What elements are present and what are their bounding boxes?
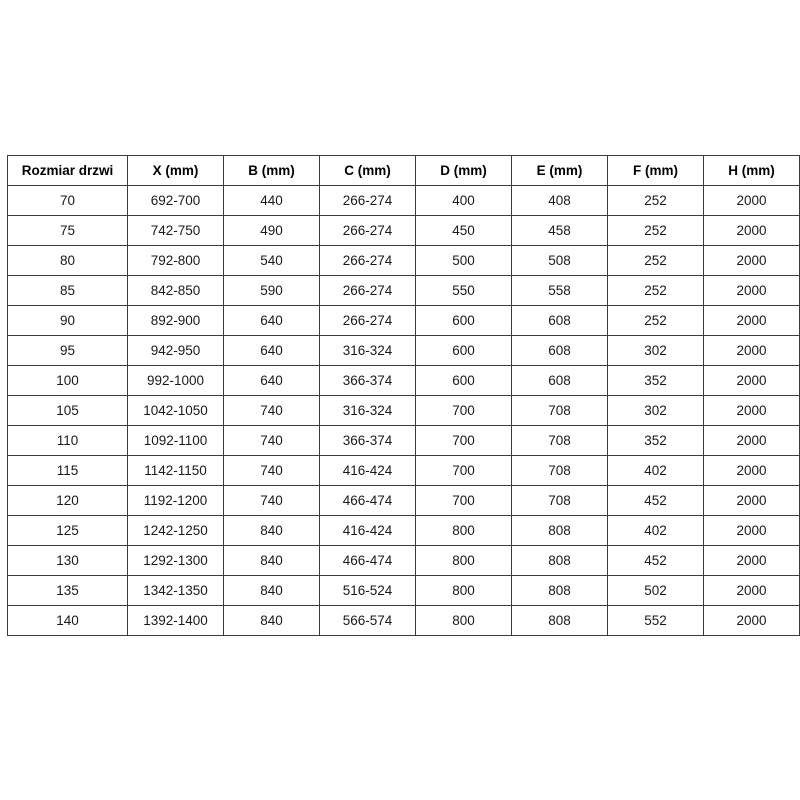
- table-cell: 700: [416, 456, 512, 486]
- table-cell: 508: [512, 246, 608, 276]
- table-row: [8, 246, 800, 276]
- table-cell: 266-274: [320, 216, 416, 246]
- table-cell: 125: [8, 516, 128, 546]
- table-cell: 466-474: [320, 546, 416, 576]
- table-cell: 800: [416, 576, 512, 606]
- table-cell: 740: [224, 426, 320, 456]
- table-cell: 352: [608, 366, 704, 396]
- table-cell: 366-374: [320, 426, 416, 456]
- table-cell: 2000: [704, 306, 800, 336]
- table-cell: 416-424: [320, 456, 416, 486]
- table-cell: 266-274: [320, 276, 416, 306]
- table-cell: 692-700: [128, 186, 224, 216]
- table-cell: 892-900: [128, 306, 224, 336]
- table-cell: 640: [224, 366, 320, 396]
- table-header: [8, 156, 800, 186]
- table-cell: 808: [512, 516, 608, 546]
- table-row: [8, 456, 800, 486]
- table-cell: 135: [8, 576, 128, 606]
- table-cell: 640: [224, 306, 320, 336]
- table-cell: 90: [8, 306, 128, 336]
- table-cell: 942-950: [128, 336, 224, 366]
- table-cell: 600: [416, 336, 512, 366]
- table-cell: 452: [608, 546, 704, 576]
- table-cell: 70: [8, 186, 128, 216]
- table-cell: 120: [8, 486, 128, 516]
- table-cell: 800: [416, 546, 512, 576]
- table-cell: 140: [8, 606, 128, 636]
- door-size-table: [7, 155, 800, 636]
- column-header: Rozmiar drzwi: [8, 156, 128, 186]
- table-row: [8, 306, 800, 336]
- table-cell: 708: [512, 396, 608, 426]
- table-cell: 740: [224, 456, 320, 486]
- table-cell: 708: [512, 426, 608, 456]
- table-row: [8, 186, 800, 216]
- table-cell: 352: [608, 426, 704, 456]
- table-cell: 566-574: [320, 606, 416, 636]
- table-row: [8, 396, 800, 426]
- table-cell: 808: [512, 546, 608, 576]
- table-cell: 75: [8, 216, 128, 246]
- table-cell: 2000: [704, 486, 800, 516]
- table-cell: 2000: [704, 606, 800, 636]
- table-cell: 500: [416, 246, 512, 276]
- table-cell: 252: [608, 306, 704, 336]
- table-row: [8, 516, 800, 546]
- table-cell: 2000: [704, 336, 800, 366]
- table-cell: 540: [224, 246, 320, 276]
- table-cell: 2000: [704, 216, 800, 246]
- table-cell: 552: [608, 606, 704, 636]
- table-cell: 608: [512, 336, 608, 366]
- table-row: [8, 276, 800, 306]
- table-cell: 130: [8, 546, 128, 576]
- table-cell: 808: [512, 576, 608, 606]
- table-cell: 502: [608, 576, 704, 606]
- table-row: [8, 486, 800, 516]
- table-row: [8, 426, 800, 456]
- table-cell: 2000: [704, 456, 800, 486]
- table-cell: 840: [224, 576, 320, 606]
- table-cell: 800: [416, 606, 512, 636]
- table-cell: 992-1000: [128, 366, 224, 396]
- table-cell: 452: [608, 486, 704, 516]
- table-cell: 700: [416, 486, 512, 516]
- table-cell: 842-850: [128, 276, 224, 306]
- table-cell: 85: [8, 276, 128, 306]
- table-cell: 266-274: [320, 246, 416, 276]
- table-cell: 400: [416, 186, 512, 216]
- table-cell: 2000: [704, 186, 800, 216]
- table-cell: 366-374: [320, 366, 416, 396]
- table-cell: 466-474: [320, 486, 416, 516]
- table-cell: 2000: [704, 246, 800, 276]
- table-cell: 840: [224, 516, 320, 546]
- table-cell: 2000: [704, 426, 800, 456]
- table-cell: 458: [512, 216, 608, 246]
- table-cell: 1292-1300: [128, 546, 224, 576]
- column-header: F (mm): [608, 156, 704, 186]
- table-cell: 1142-1150: [128, 456, 224, 486]
- table-cell: 600: [416, 366, 512, 396]
- table-cell: 840: [224, 546, 320, 576]
- table-cell: 252: [608, 276, 704, 306]
- table-cell: 590: [224, 276, 320, 306]
- table-cell: 95: [8, 336, 128, 366]
- table-cell: 252: [608, 216, 704, 246]
- table-cell: 808: [512, 606, 608, 636]
- table-cell: 302: [608, 336, 704, 366]
- table-cell: 1242-1250: [128, 516, 224, 546]
- table-cell: 608: [512, 306, 608, 336]
- table-cell: 600: [416, 306, 512, 336]
- column-header: H (mm): [704, 156, 800, 186]
- table-cell: 2000: [704, 396, 800, 426]
- table-cell: 100: [8, 366, 128, 396]
- table-cell: 1092-1100: [128, 426, 224, 456]
- table-cell: 252: [608, 246, 704, 276]
- table-cell: 740: [224, 486, 320, 516]
- table-body: [8, 186, 800, 636]
- table-cell: 800: [416, 516, 512, 546]
- table-header-row: [8, 156, 800, 186]
- table-cell: 792-800: [128, 246, 224, 276]
- table-cell: 266-274: [320, 306, 416, 336]
- table-cell: 740: [224, 396, 320, 426]
- table-cell: 1192-1200: [128, 486, 224, 516]
- table-cell: 316-324: [320, 396, 416, 426]
- column-header: D (mm): [416, 156, 512, 186]
- table-cell: 2000: [704, 546, 800, 576]
- table-row: [8, 216, 800, 246]
- table-cell: 742-750: [128, 216, 224, 246]
- table-cell: 490: [224, 216, 320, 246]
- table-cell: 708: [512, 486, 608, 516]
- table-cell: 2000: [704, 576, 800, 606]
- column-header: E (mm): [512, 156, 608, 186]
- table-cell: 708: [512, 456, 608, 486]
- table-row: [8, 546, 800, 576]
- table-cell: 302: [608, 396, 704, 426]
- table-cell: 316-324: [320, 336, 416, 366]
- table-cell: 105: [8, 396, 128, 426]
- table-cell: 1342-1350: [128, 576, 224, 606]
- table-cell: 2000: [704, 366, 800, 396]
- table-cell: 2000: [704, 516, 800, 546]
- table-cell: 1042-1050: [128, 396, 224, 426]
- table-cell: 266-274: [320, 186, 416, 216]
- table-cell: 110: [8, 426, 128, 456]
- table-cell: 115: [8, 456, 128, 486]
- table-cell: 416-424: [320, 516, 416, 546]
- table-row: [8, 606, 800, 636]
- table-cell: 440: [224, 186, 320, 216]
- table-cell: 402: [608, 456, 704, 486]
- table-cell: 408: [512, 186, 608, 216]
- table-cell: 840: [224, 606, 320, 636]
- table-cell: 558: [512, 276, 608, 306]
- table-row: [8, 576, 800, 606]
- table-cell: 80: [8, 246, 128, 276]
- table-cell: 700: [416, 396, 512, 426]
- table-cell: 402: [608, 516, 704, 546]
- table-cell: 1392-1400: [128, 606, 224, 636]
- table-cell: 608: [512, 366, 608, 396]
- table-row: [8, 366, 800, 396]
- table-row: [8, 336, 800, 366]
- column-header: X (mm): [128, 156, 224, 186]
- column-header: C (mm): [320, 156, 416, 186]
- table-cell: 640: [224, 336, 320, 366]
- column-header: B (mm): [224, 156, 320, 186]
- table-cell: 252: [608, 186, 704, 216]
- table-cell: 550: [416, 276, 512, 306]
- table-cell: 2000: [704, 276, 800, 306]
- table-cell: 516-524: [320, 576, 416, 606]
- table-cell: 450: [416, 216, 512, 246]
- table-cell: 700: [416, 426, 512, 456]
